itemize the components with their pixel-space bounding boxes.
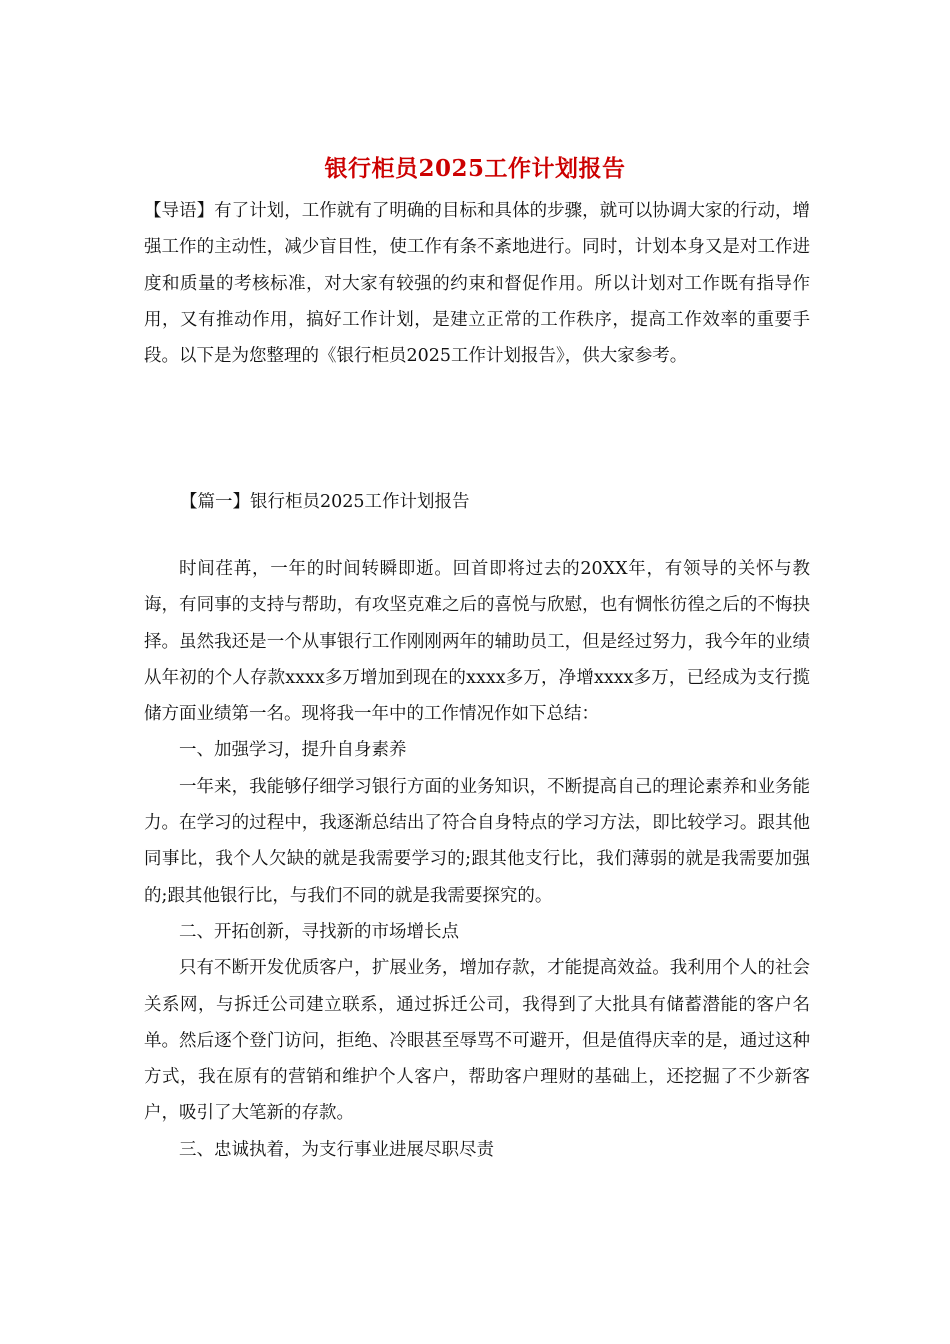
body-paragraph-3: 只有不断开发优质客户，扩展业务，增加存款，才能提高效益。我利用个人的社会关系网，与拆迁公司建立联系，通过拆迁公司，我得到了大批具有储蓄潜能的客户名单。然后逐个登门访问，拒绝、冷眼甚至辱骂不可避开，但是值得庆幸的是，通过这种方式，我在原有的营销和维护个人客户，帮助客户理财的基础上，还挖掘了不少新客户，吸引了大笔新的存款。 (144, 958, 810, 1124)
body-paragraph-1: 时间荏苒，一年的时间转瞬即逝。回首即将过去的20XX年，有领导的关怀与教诲，有同事的支持与帮助，有攻坚克难之后的喜悦与欣慰，也有惆怅彷徨之后的不悔抉择。虽然我还是一个从事银行工作刚刚两年的辅助员工，但是经过努力，我今年的业绩从年初的个人存款xxxx多万增加到现在的xxxx多万，净增xxxx多万，已经成为支行揽储方面业绩第一名。现将我一年中的工作情况作如下总结： (144, 559, 810, 725)
subheading-3: 三、忠诚执着，为支行事业进展尽职尽责 (179, 1139, 494, 1160)
subheading-1: 一、加强学习，提升自身素养 (179, 740, 407, 761)
body-paragraph-2: 一年来，我能够仔细学习银行方面的业务知识，不断提高自己的理论素养和业务能力。在学习的过程中，我逐渐总结出了符合自身特点的学习方法，即比较学习。跟其他同事比，我个人欠缺的就是我需要学习的;跟其他支行比，我们薄弱的就是我需要加强的;跟其他银行比，与我们不同的就是我需要探究的。 (144, 776, 810, 906)
intro-paragraph (144, 193, 810, 374)
subheading-2: 二、开拓创新，寻找新的市场增长点 (179, 921, 459, 942)
intro-text: 【导语】有了计划，工作就有了明确的目标和具体的步骤，就可以协调大家的行动，增强工作的主动性，减少盲目性，使工作有条不紊地进行。同时，计划本身又是对工作进度和质量的考核标准，对大家有较强的约束和督促作用。所以计划对工作既有指导作用，又有推动作用，搞好工作计划，是建立正常的工作秩序，提高工作效率的重要手段。以下是为您整理的《银行柜员2025工作计划报告》，供大家参考。 (144, 201, 810, 367)
document-title: 银行柜员2025工作计划报告 (324, 155, 626, 182)
section-heading: 【篇一】银行柜员2025工作计划报告 (180, 492, 470, 512)
section-body (144, 551, 810, 1168)
